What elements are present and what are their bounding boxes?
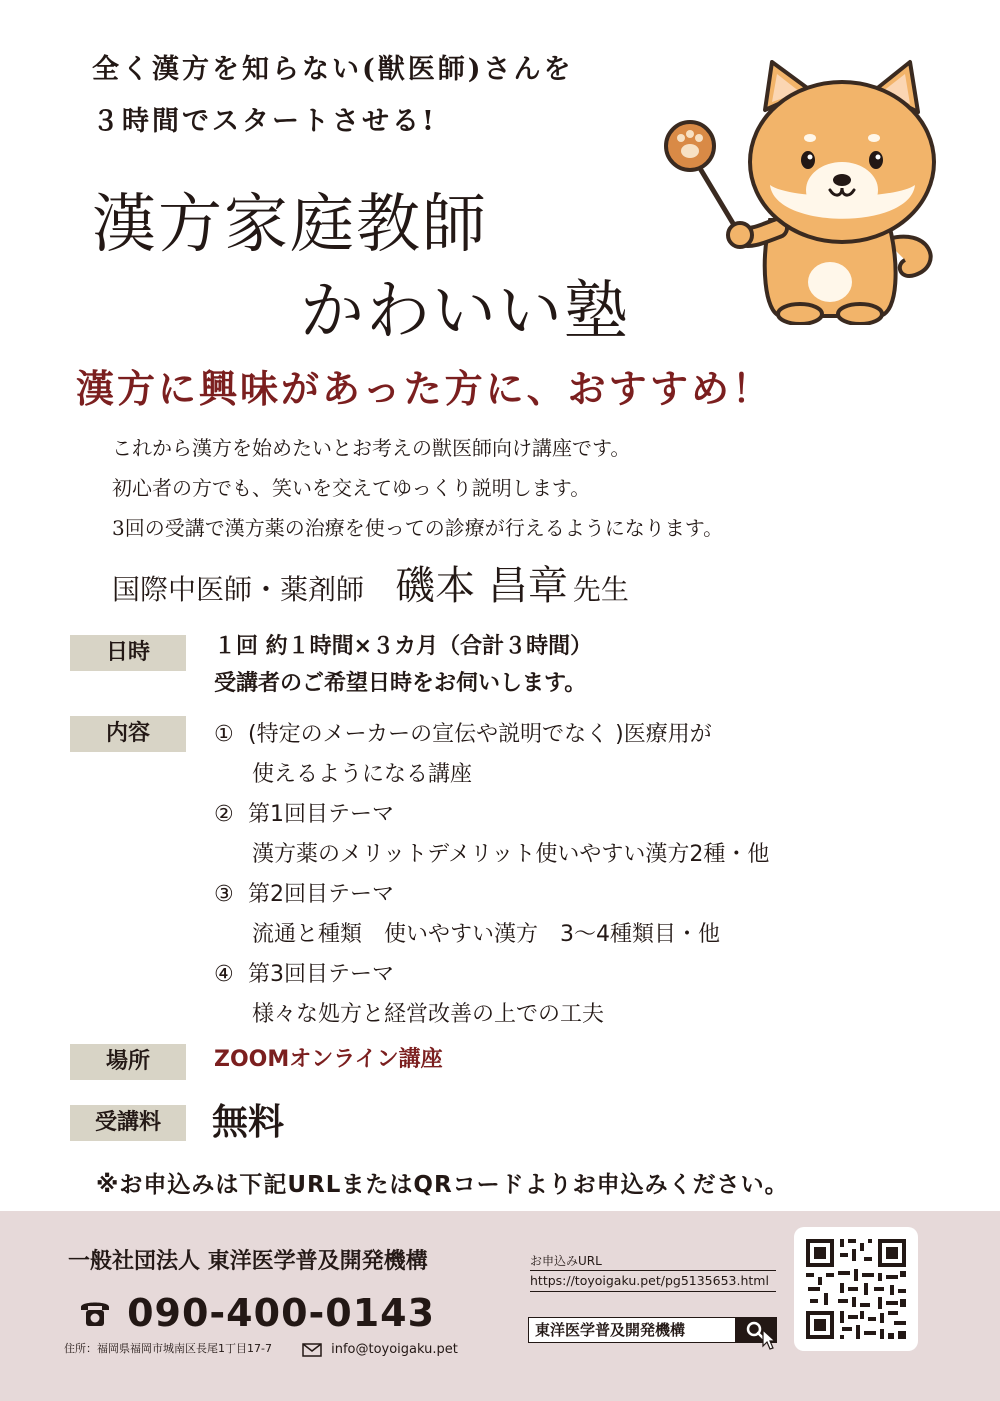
page-title-line-1: 漢方家庭教師 bbox=[92, 188, 488, 262]
intro-line-3: 3回の受講で漢方薬の治療を使っての診療が行えるようになります。 bbox=[112, 516, 724, 540]
content-item-2-number: ② bbox=[214, 802, 234, 827]
content-item-2-title: 第1回目テーマ bbox=[248, 802, 394, 827]
teacher-name: 磯本 昌章 bbox=[395, 563, 568, 609]
content-item-2-detail: 漢方薬のメリットデメリット使いやすい漢方2種・他 bbox=[252, 842, 770, 867]
schedule-label: 日時 bbox=[70, 635, 186, 671]
content-item-1-number: ① bbox=[214, 722, 234, 747]
shiba-dog-mascot-icon bbox=[660, 50, 950, 325]
intro-line-1: これから漢方を始めたいとお考えの獣医師向け講座です。 bbox=[112, 436, 631, 460]
email-row[interactable] bbox=[302, 1339, 458, 1358]
page-title-line-2: かわいい塾 bbox=[300, 275, 630, 349]
content-item-4-number: ④ bbox=[214, 962, 234, 987]
teacher-line bbox=[112, 558, 629, 622]
content-item-3-number: ③ bbox=[214, 882, 234, 907]
phone-icon bbox=[78, 1296, 112, 1330]
mail-icon bbox=[302, 1343, 322, 1357]
schedule-line-1: １回 約１時間×３カ月（合計３時間） bbox=[214, 634, 593, 659]
schedule-line-2: 受講者のご希望日時をお伺いします。 bbox=[214, 671, 587, 696]
qr-code[interactable] bbox=[794, 1227, 918, 1351]
intro-text bbox=[112, 428, 723, 548]
organization-name: 一般社団法人 東洋医学普及開発機構 bbox=[68, 1249, 428, 1274]
phone-row[interactable] bbox=[78, 1291, 435, 1335]
teacher-honorific: 先生 bbox=[572, 573, 629, 606]
application-notice: ※お申込みは下記URLまたはQRコードよりお申込みください。 bbox=[96, 1172, 789, 1198]
fee-value: 無料 bbox=[212, 1102, 285, 1143]
venue-label: 場所 bbox=[70, 1044, 186, 1080]
url-underline bbox=[530, 1291, 776, 1292]
email-address: info@toyoigaku.pet bbox=[331, 1342, 458, 1357]
fee-label: 受講料 bbox=[70, 1105, 186, 1141]
phone-number: 090-400-0143 bbox=[127, 1291, 436, 1335]
search-box[interactable] bbox=[528, 1317, 736, 1343]
content-item-3-detail: 流通と種類 使いやすい漢方 3～4種類目・他 bbox=[252, 922, 720, 947]
content-item-4-detail: 様々な処方と経営改善の上での工夫 bbox=[252, 1002, 605, 1027]
headline: 漢方に興味があった方に、おすすめ！ bbox=[76, 366, 774, 411]
url-divider bbox=[530, 1270, 776, 1271]
lead-line-1: 全く漢方を知らない(獣医師)さんを bbox=[92, 54, 574, 85]
footer bbox=[0, 1211, 1000, 1401]
venue-value: ZOOMオンライン講座 bbox=[214, 1047, 443, 1072]
content-item-4-title: 第3回目テーマ bbox=[248, 962, 394, 987]
content-item-3-title: 第2回目テーマ bbox=[248, 882, 394, 907]
qr-code-icon bbox=[794, 1227, 918, 1351]
url-label: お申込みURL bbox=[530, 1254, 602, 1268]
content-item-1-detail: 使えるようになる講座 bbox=[252, 762, 473, 787]
cursor-icon bbox=[762, 1329, 776, 1351]
teacher-credentials: 国際中医師・薬剤師 bbox=[112, 573, 365, 606]
lead-text bbox=[92, 44, 574, 148]
lead-line-2: ３時間でスタートさせる! bbox=[92, 106, 437, 137]
application-url-link[interactable]: https://toyoigaku.pet/pg5135653.html bbox=[530, 1273, 769, 1288]
search-text: 東洋医学普及開発機構 bbox=[535, 1321, 686, 1339]
content-label: 内容 bbox=[70, 716, 186, 752]
content-item-1-title: (特定のメーカーの宣伝や説明でなく )医療用が bbox=[248, 722, 712, 747]
intro-line-2: 初心者の方でも、笑いを交えてゆっくり説明します。 bbox=[112, 476, 591, 500]
address: 住所：福岡県福岡市城南区長尾1丁目17-7 bbox=[64, 1342, 272, 1355]
